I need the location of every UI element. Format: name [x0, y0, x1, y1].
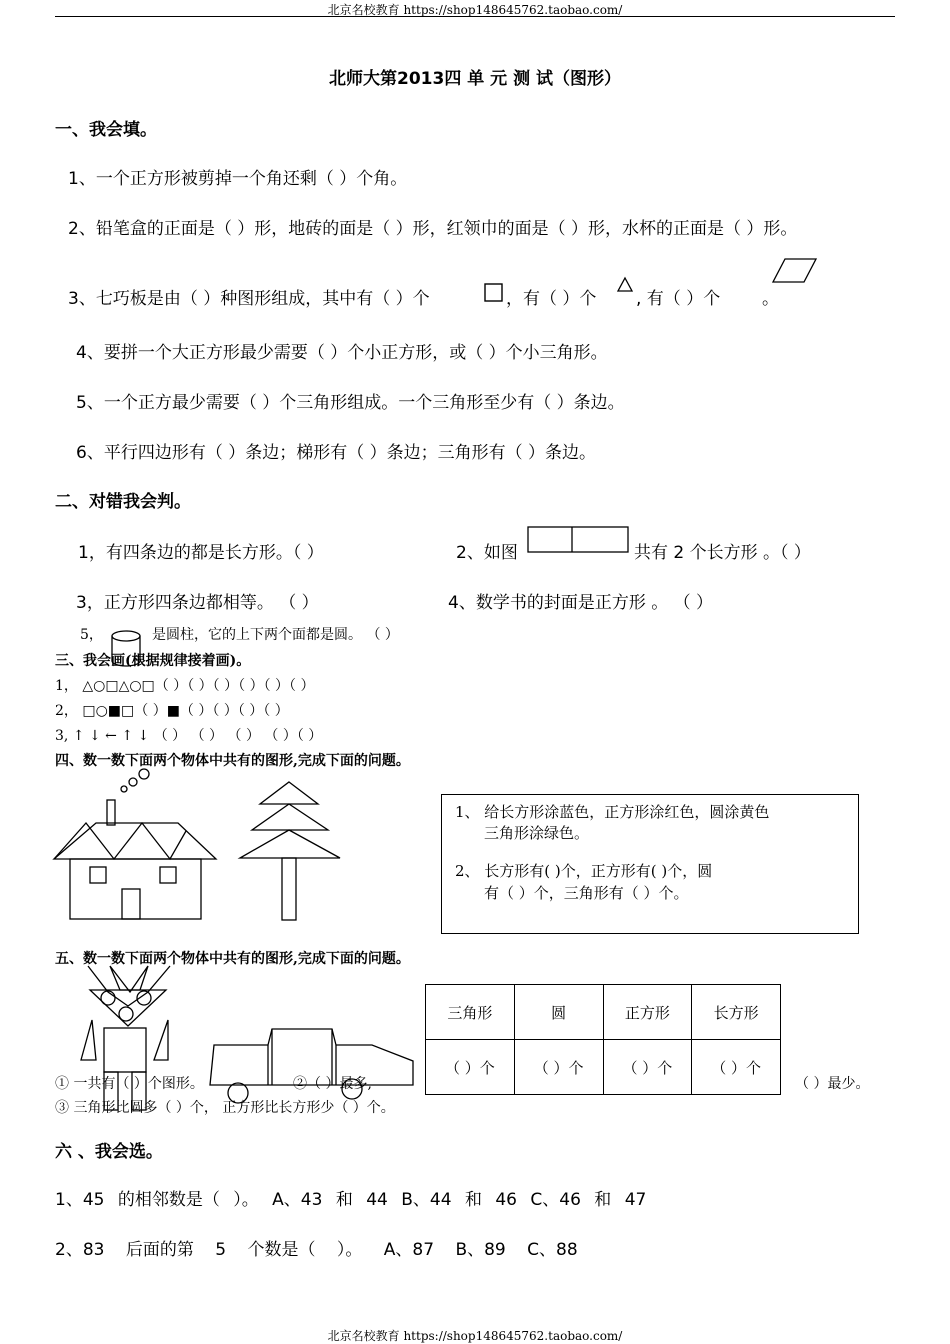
- question-5-1: ① 一共有（ ）个图形。: [55, 1076, 204, 1092]
- judge-2-part-a: 2、如图: [456, 543, 518, 563]
- pattern-row-3: 3, ↑ ↓ ← ↑ ↓ （ ） （ ） （ ） （ ）（ ）: [55, 728, 323, 744]
- table-cell[interactable]: （ ）个: [514, 1040, 603, 1095]
- tree-figure: [238, 780, 342, 924]
- page-footer: 北京名校教育 https://shop148645762.taobao.com/: [327, 1329, 623, 1343]
- question-1-3-end: 。: [762, 289, 779, 309]
- table-header: 三角形: [426, 985, 515, 1040]
- question-5-2-end: （ ）最少。: [795, 1076, 870, 1092]
- pattern-row-1: 1， △○□△○□（ ）（ ）（ ）（ ）（ ）（ ）: [55, 678, 315, 694]
- instruction-2-cont: 有（ ）个，三角形有（ ）个。: [484, 884, 689, 902]
- table-cell[interactable]: （ ）个: [603, 1040, 692, 1095]
- square-icon: [484, 283, 504, 303]
- two-rectangles-figure: [527, 526, 631, 554]
- question-1-6: 6、平行四边形有（ ）条边；梯形有（ ）条边；三角形有（ ）条边。: [76, 443, 597, 463]
- question-1-1: 1、一个正方形被剪掉一个角还剩（ ）个角。: [68, 169, 408, 189]
- triangle-icon: [617, 277, 635, 293]
- table-cell[interactable]: （ ）个: [426, 1040, 515, 1095]
- section-1-heading: 一、我会填。: [55, 120, 157, 140]
- car-figure: [208, 1025, 420, 1105]
- instruction-1-cont: 三角形涂绿色。: [484, 824, 590, 842]
- table-header: 正方形: [603, 985, 692, 1040]
- page-title: 北师大第2013四 单 元 测 试（图形）: [329, 69, 621, 89]
- judge-5-part-b: 是圆柱，它的上下两个面都是圆。 （ ）: [152, 627, 399, 643]
- table-cell[interactable]: （ ）个: [692, 1040, 781, 1095]
- choice-1: 1、45 的相邻数是（ ）。 A、43 和 44 B、44 和 46 C、46 和 47: [55, 1190, 647, 1210]
- question-1-3-part-c: , 有（ ）个: [636, 289, 721, 309]
- section-5-heading: 五、数一数下面两个物体中共有的图形,完成下面的问题。: [55, 951, 410, 967]
- judge-5-part-a: 5，: [80, 627, 103, 643]
- judge-4: 4、数学书的封面是正方形 。 （ ）: [448, 593, 714, 613]
- judge-2-part-b: 共有 2 个长方形 。（ ）: [634, 543, 811, 563]
- header-rule: [55, 16, 895, 17]
- judge-3: 3，正方形四条边都相等。 （ ）: [76, 593, 319, 613]
- section-2-heading: 二、对错我会判。: [55, 492, 191, 512]
- parallelogram-icon: [772, 258, 818, 284]
- question-1-4: 4、要拼一个大正方形最少需要（ ）个小正方形，或（ ）个小三角形。: [76, 343, 608, 363]
- shape-count-table: [425, 984, 781, 1095]
- instruction-1: 1、 给长方形涂蓝色，正方形涂红色，圆涂黄色: [455, 803, 770, 821]
- choice-2: 2、83 后面的第 5 个数是（ ）。 A、87 B、89 C、88: [55, 1240, 578, 1260]
- section-3-heading: 三、我会画(根据规律接着画)。: [55, 653, 251, 669]
- section-6-heading: 六 、我会选。: [55, 1142, 163, 1162]
- question-1-3-part-b: ，有（ ）个: [506, 289, 597, 309]
- judge-1: 1，有四条边的都是长方形。（ ）: [78, 543, 324, 563]
- table-header: 圆: [514, 985, 603, 1040]
- question-5-2: ②（ ）最多,: [293, 1076, 372, 1092]
- section-4-heading: 四、数一数下面两个物体中共有的图形,完成下面的问题。: [55, 753, 410, 769]
- question-1-5: 5、一个正方最少需要（ ）个三角形组成。一个三角形至少有（ ）条边。: [76, 393, 625, 413]
- house-figure: [52, 765, 222, 925]
- page-header: 北京名校教育 https://shop148645762.taobao.com/: [327, 3, 623, 17]
- table-header: 长方形: [692, 985, 781, 1040]
- pattern-row-2: 2， □○■□（ ）■（ ）（ ）（ ）（ ）: [55, 703, 289, 719]
- instruction-2: 2、 长方形有( )个，正方形有( )个，圆: [455, 862, 713, 880]
- question-5-3: ③ 三角形比圆多（ ）个， 正方形比长方形少（ ）个。: [55, 1100, 395, 1116]
- question-1-2: 2、铅笔盒的正面是（ ）形，地砖的面是（ ）形，红领巾的面是（ ）形，水杯的正面是（ ）形。: [68, 219, 798, 239]
- question-1-3-part-a: 3、七巧板是由（ ）种图形组成，其中有（ ）个: [68, 289, 430, 309]
